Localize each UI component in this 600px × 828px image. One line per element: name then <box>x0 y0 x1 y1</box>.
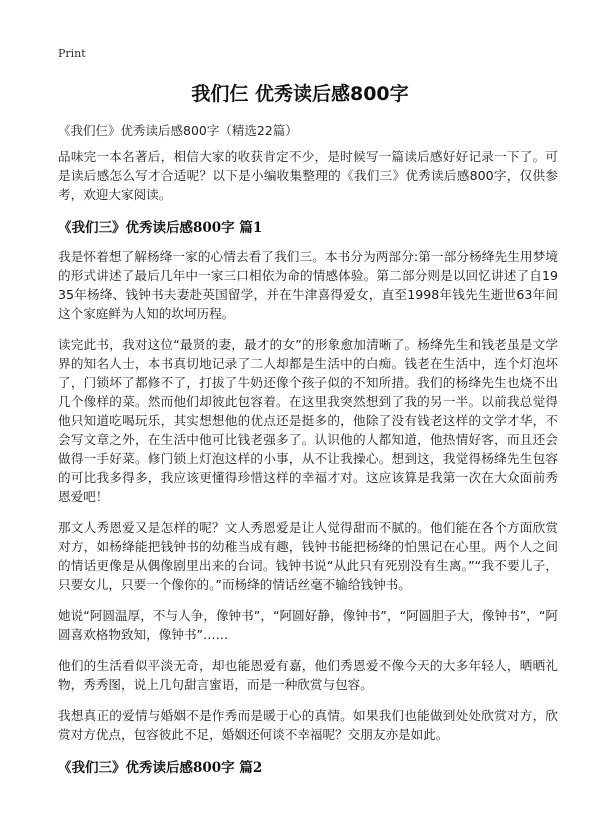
body-paragraph: 他们的生活看似平淡无奇，却也能恩爱有嘉，他们秀恩爱不像今天的大多年轻人，晒晒礼物，秀秀图，说上几句甜言蜜语，而是一种欣赏与包容。 <box>58 658 558 692</box>
body-paragraph: 她说“阿圆温厚，不与人争，像钟书”，“阿圆好静，像钟书”，“阿圆胆子大，像钟书”，“阿圆喜欢格物致知，像钟书”…… <box>58 608 558 642</box>
print-label: Print <box>58 47 86 60</box>
section-heading-1: 《我们三》优秀读后感800字 篇1 <box>58 220 263 236</box>
body-paragraph: 我是怀着想了解杨绛一家的心情去看了我们三。本书分为两部分:第一部分杨绛先生用梦境的形式讲述了最后几年中一家三口相依为命的情感体验。第二部分则是以回忆讲述了自1935年杨绛、钱钟书夫妻赴英国留学，并在牛津喜得爱女，直至1998年钱先生逝世63年间这个家庭鲜为人知的坎坷历程。 <box>58 249 558 321</box>
intro-paragraph: 品味完一本名著后，相信大家的收获肯定不少，是时候写一篇读后感好好记录一下了。可是读后感怎么写才合适呢？以下是小编收集整理的《我们三》优秀读后感800字，仅供参考，欢迎大家阅读。 <box>58 149 558 202</box>
page-subtitle: 《我们仨》优秀读后感800字（精选22篇） <box>58 123 298 138</box>
body-paragraph: 读完此书，我对这位“最贤的妻，最才的女”的形象愈加清晰了。杨绛先生和钱老虽是文学界的知名人士，本书真切地记录了二人却都是生活中的白痴。钱老在生活中，连个灯泡坏了，门锁坏了都修不了，打拔了牛奶还像个孩子似的不知所措。我们的杨绛先生也烧不出几个像样的菜。然而他们却彼此包容着。在这里我突然想到了我的另一半。以前我总觉得他只知道吃喝玩乐，其实想想他的优点还是挺多的，他除了没有钱老这样的文学才华，不会写文章之外，在生活中他可比钱老强多了。认识他的人都知道，他热情好客，而且还会做得一手好菜。修门锁上灯泡这样的小事，从不让我操心。想到这，我觉得杨绛先生包容的可比我多得多，我应该更懂得珍惜这样的幸福才对。这应该算是我第一次在大众面前秀恩爱吧！ <box>58 337 558 504</box>
body-paragraph: 那文人秀恩爱又是怎样的呢？文人秀恩爱是让人觉得甜而不腻的。他们能在各个方面欣赏对方，如杨绛能把钱钟书的幼稚当成有趣，钱钟书能把杨绛的怕黑记在心里。两个人之间的情话更像是从偶像剧里出来的台词。钱钟书说“从此只有死别没有生离。”“我不要儿子，只要女儿，只要一个像你的。”而杨绛的情话丝毫不输给钱钟书。 <box>58 520 558 592</box>
document-body <box>58 147 558 787</box>
page-title: 我们仨 优秀读后感800字 <box>191 83 409 105</box>
body-paragraph: 我想真正的爱情与婚姻不是作秀而是暖于心的真情。如果我们也能做到处处欣赏对方，欣赏对方优点，包容彼此不足，婚姻还何谈不幸福呢？交朋友亦是如此。 <box>58 708 558 742</box>
section-heading-2: 《我们三》优秀读后感800字 篇2 <box>58 760 263 776</box>
